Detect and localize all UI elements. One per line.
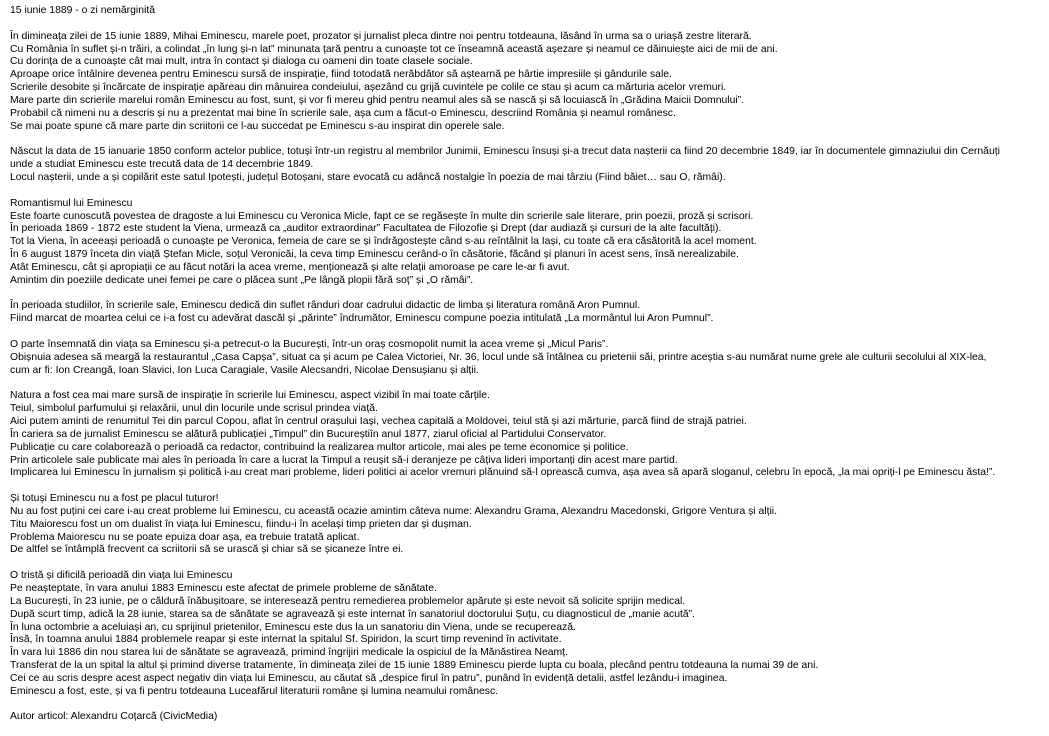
text-line: La București, în 23 iunie, pe o căldură înăbușitoare, se interesează pentru remedierea problemelor apărute și este nevoit să solicite sprijin medical. (10, 595, 686, 607)
text-line: Însă, în toamna anului 1884 problemele reapar și este internat la spitalul Sf. Spiridon, la scurt timp revenind în activitate. (10, 634, 562, 646)
article-document (10, 5, 1044, 724)
text-line: unde a studiat Eminescu este trecută data de 14 decembrie 1849. (10, 159, 314, 171)
text-line: Publicație cu care colaborează o perioadă ca redactor, contribuind la realizarea multor articole, mai ales pe teme economice și politice. (10, 441, 629, 453)
text-line: De altfel se întâmplă frecvent ca scriitorii să se urască și chiar să se șicaneze între ei. (10, 544, 404, 556)
text-line: Transferat de la un spital la altul și primind diverse tratamente, în dimineața zilei de 15 iunie 1889 Eminescu pierde lupta cu boala, plecând pentru totdeauna la numai 39 de ani. (10, 660, 819, 672)
text-line: Problema Maiorescu nu se poate epuiza doar așa, ea trebuie tratată aplicat. (10, 531, 360, 543)
text-line: Fiind marcat de moartea celui ce i-a fost cu adevărat dascăl și „părinte” îndrumător, Eminescu compune poezia intitulată „La mormântul lui Aron Pumnul”. (10, 313, 714, 325)
text-line: În perioada studiilor, în scrierile sale, Eminescu dedică din suflet rânduri doar cadrului didactic de limba și literatura română Aron Pumnul. (10, 300, 641, 312)
text-line: Scrierile desobite și încărcate de inspirație apăreau din mânuirea condeiului, așezând cu grijă cuvintele pe colile ce stau și acum ca mărturia acelor vremuri. (10, 82, 727, 94)
blank-line (10, 480, 1044, 493)
text-line: cum ar fi: Ion Creangă, Ioan Slavici, Ion Luca Caragiale, Vasile Alecsandri, Nicolae Densușianu și alții. (10, 364, 479, 376)
text-line: Titu Maiorescu fost un om dualist în viața lui Eminescu, fiindu-i în același timp prieten dar și dușman. (10, 518, 472, 530)
text-line: Probabil că nimeni nu a descris și nu a prezentat mai bine în scrierile sale, așa cum a făcut-o Eminescu, descriind România și neamul românesc. (10, 107, 676, 119)
text-line: Atât Eminescu, cât și apropiații ce au făcut notări la acea vreme, menționează și alte relații amoroase pe care le-ar fi avut. (10, 261, 570, 273)
text-line: În dimineața zilei de 15 iunie 1889, Mihai Eminescu, marele poet, prozator și jurnalist pleca dintre noi pentru totdeauna, lăsând în urma sa o uriașă zestre literară. (10, 30, 752, 42)
text-line: Tot la Viena, în aceeași perioadă o cunoaște pe Veronica, femeia de care se și îndrăgostește când s-au reîntâlnit la Iași, cu toate că era căsătorită la acel moment. (10, 236, 757, 248)
text-line: Eminescu a fost, este, și va fi pentru totdeauna Luceafărul literaturii române și lumina neamului românesc. (10, 685, 499, 697)
text-line: Nu au fost puțini cei care i-au creat probleme lui Eminescu, cu această ocazie amintim câteva nume: Alexandru Grama, Alexandru Macedonski, Grigore Ventura și alții. (10, 505, 777, 517)
text-line: Aproape orice întâlnire devenea pentru Eminescu sursă de inspirație, fiind totodată nerăbdător să aștearnă pe hârtie impresiile și gândurile sale. (10, 69, 672, 81)
text-line: O tristă și dificilă perioadă din viața lui Eminescu (10, 570, 233, 582)
blank-line (10, 133, 1044, 146)
text-line: Născut la data de 15 ianuarie 1850 conform actelor publice, totuși într-un registru al membrilor Junimii, Eminescu însuși și-a trecut data nașterii ca fiind 20 decembrie 1849, iar în documentele gimnaziului din Cernăuți (10, 146, 1000, 158)
blank-line (10, 557, 1044, 570)
text-line: Cu dorința de a cunoaște cât mai mult, intra în contact și dialoga cu oameni din toate clasele sociale. (10, 56, 473, 68)
text-line: Romantismul lui Eminescu (10, 197, 133, 209)
text-line: Pe neașteptate, în vara anului 1883 Eminescu este afectat de primele probleme de sănătate. (10, 582, 437, 594)
text-line: Locul nașterii, unde a și copilărit este satul Ipotești, județul Botoșani, stare evocată cu adâncă nostalgie în poezia de mai târziu (Fiind băiet… sau O, rămâi). (10, 171, 726, 183)
text-line: În 6 august 1879 încetа din viață Ștefan Micle, soțul Veronicăi, la ceva timp Eminescu cerând-o în căsătorie, făcând și planuri în acest sens, însă nerealizabile. (10, 249, 739, 261)
blank-line (10, 377, 1044, 390)
text-line: În vara lui 1886 din nou starea lui de sănătate se agravează, primind îngrijiri medicale la ospiciul de la Mănăstirea Neamț. (10, 647, 568, 659)
text-line: Și totuși Eminescu nu a fost pe placul tuturor! (10, 493, 219, 505)
text-line: Mare parte din scrierile marelui român Eminescu au fost, sunt, și vor fi mereu ghid pentru neamul ales să se nască și să locuiască în „Grădina Maicii Domnului”. (10, 94, 745, 106)
text-line: 15 iunie 1889 - o zi nemărginită (10, 5, 155, 16)
text-line: Se mai poate spune că mare parte din scriitorii ce l-au succedat pe Eminescu s-au inspirat din operele sale. (10, 120, 505, 132)
blank-line (10, 185, 1044, 198)
text-line: În perioada 1869 - 1872 este student la Viena, urmează ca „auditor extraordinar” Facultatea de Filozofie și Drept (dar audiază și cursuri de la alte facultăți). (10, 223, 722, 235)
blank-line (10, 699, 1044, 712)
blank-line (10, 18, 1044, 31)
blank-line (10, 288, 1044, 301)
text-line: Autor articol: Alexandru Coțarcă (CivicMedia) (10, 711, 218, 723)
text-line: O parte însemnată din viața sa Eminescu și-a petrecut-o la București, într-un oraș cosmopolit numit la acea vreme și „Micul Paris”. (10, 338, 609, 350)
text-line: În cariera sa de jurnalist Eminescu se alătură publicației „Timpul” din Bucureștiîn anul 1877, ziarul oficial al Partidului Conservator. (10, 428, 607, 440)
text-line: Cei ce au scris despre acest aspect negativ din viața lui Eminescu, au căutat să „despice firul în patru”, punând în evidență detalii, astfel lezându-i imaginea. (10, 672, 728, 684)
text-line: După scurt timp, adică la 28 iunie, starea sa de sănătate se agravează și este internat în sanatoriul doctorului Șuțu, cu diagnosticul de „manie acută”. (10, 608, 696, 620)
text-line: Amintim din poeziile dedicate unei femei pe care o plăcea sunt „Pe lângă plopii fără soț” și „O rămâi”. (10, 274, 474, 286)
text-line: În luna octombrie a aceluiași an, cu sprijinul prietenilor, Eminescu este dus la un sanatoriu din Viena, unde se recuperează. (10, 621, 576, 633)
text-line: Cu România în suflet și-n trăiri, a colindat „în lung și-n lat” minunata țară pentru a cunoaște tot ce înseamnă această așezare și neamul ce dăinuiește aici de mii de ani. (10, 43, 778, 55)
text-line: Teiul, simbolul parfumului și relaxării, unul din locurile unde scrisul prindea viață. (10, 403, 378, 415)
text-line: Este foarte cunoscută povestea de dragoste a lui Eminescu cu Veronica Micle, fapt ce se regăsește în multe din scrierile sale literare, prin poezii, proză și scrisori. (10, 210, 754, 222)
text-line: Natura a fost cea mai mare sursă de inspirație în scrierile lui Eminescu, aspect vizibil în mai toate cărțile. (10, 390, 490, 402)
text-line: Obișnuia adesea să meargă la restaurantul „Casa Capșa”, situat ca și acum pe Calea Victoriei, Nr. 36, locul unde să întâlnea cu prietenii săi, printre aceștia s-au numărat nume grele ale culturii secolului al XIX-lea, (10, 351, 987, 363)
text-line: Implicarea lui Eminescu în jurnalism și politică i-au creat mari probleme, lideri politici ai acelor vremuri plănuind să-l oprească cumva, așa avea să apară sloganul, celebru în epocă, „la mai opriți-l pe Eminescu ăsta!”. (10, 467, 996, 479)
blank-line (10, 326, 1044, 339)
text-line: Aici putem aminti de renumitul Tei din parcul Copou, aflat în centrul orașului Iași, vechea capitală a Moldovei, teiul stă și azi mărturie, parcă fiind de strajă patriei. (10, 416, 747, 427)
text-line: Prin articolele sale publicate mai ales în perioada în care a lucrat la Timpul a reușit să-i deranjeze pe câțiva lideri importanți din acest mare partid. (10, 454, 678, 466)
